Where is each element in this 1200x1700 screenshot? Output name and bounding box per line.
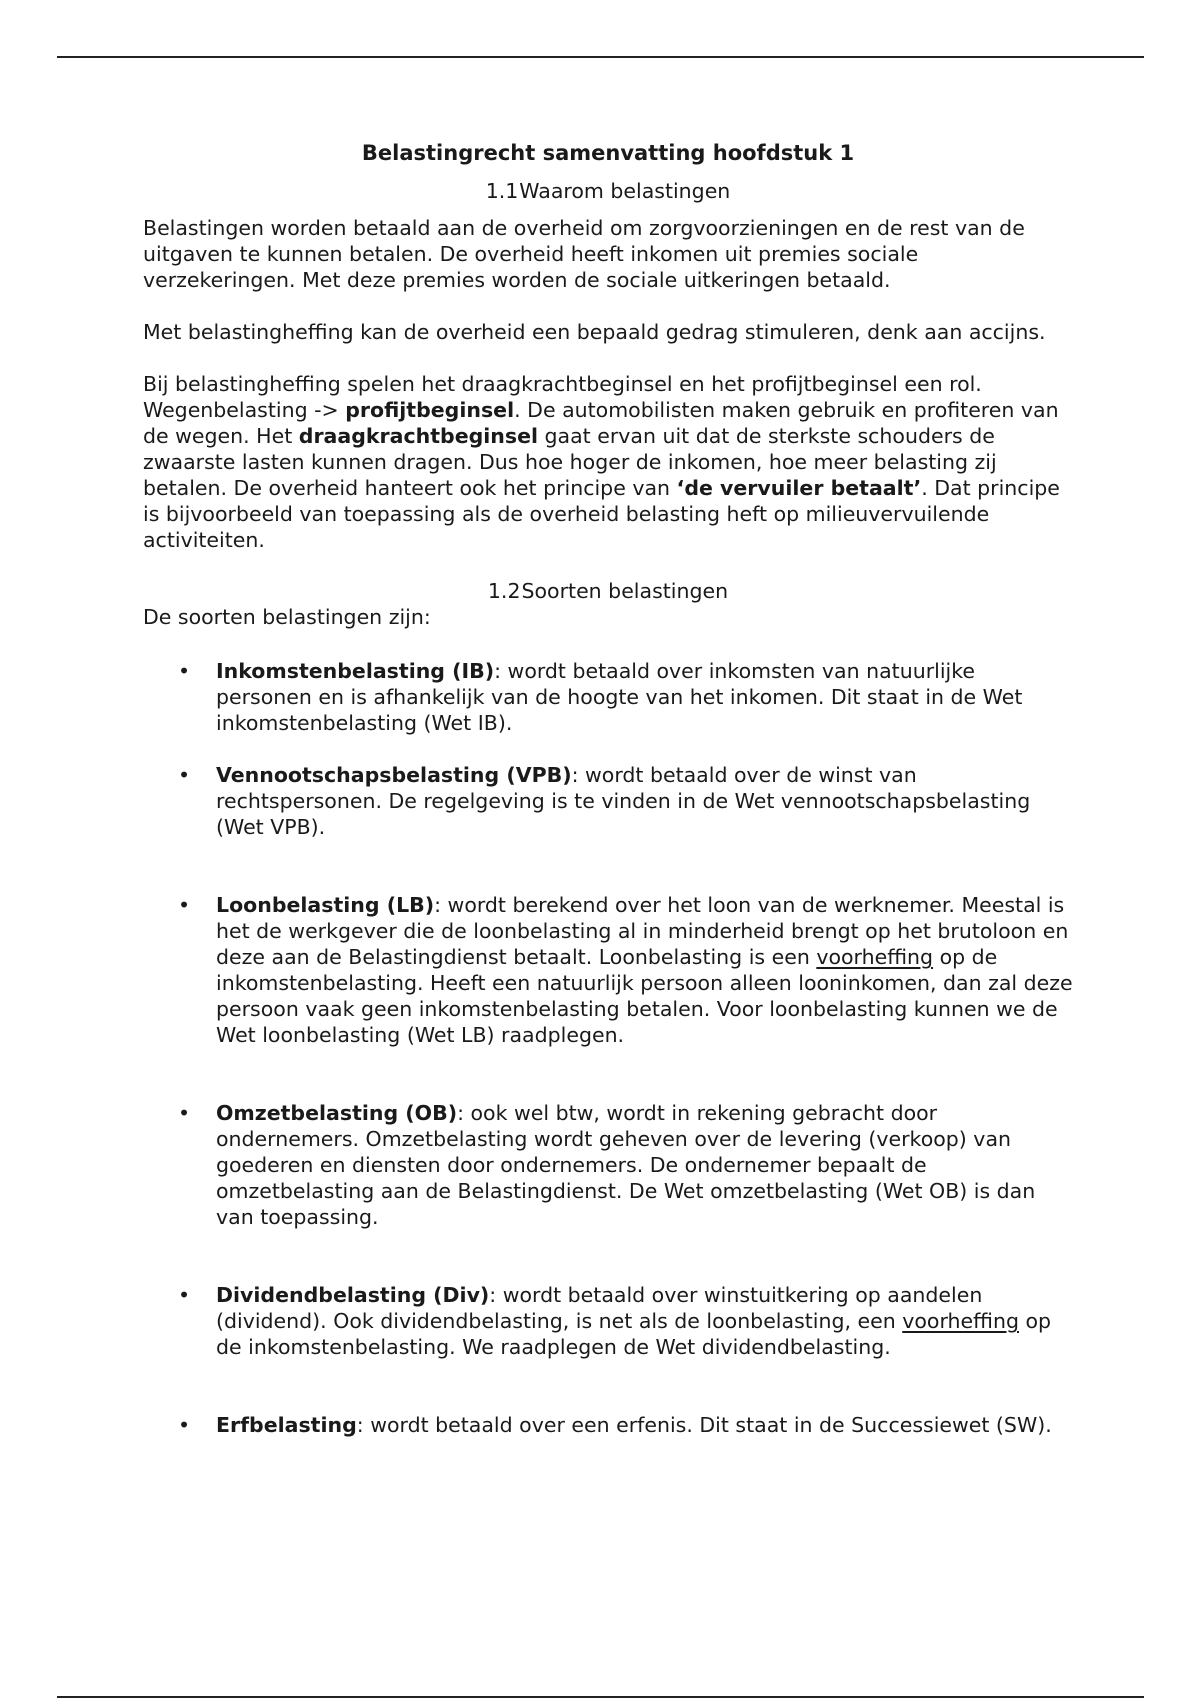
- list-item-text: : wordt betaald over inkomsten van natuurlijke personen en is afhankelijk van de hoogte van het inkomen. Dit staat in de Wet inkomstenbelasting (Wet IB).: [216, 659, 1023, 735]
- list-item-term: Dividendbelasting (Div): [216, 1283, 490, 1307]
- section-number: 1.2: [487, 579, 521, 603]
- text-run: gaat ervan uit dat de sterkste schouders de zwaarste lasten kunnen dragen. Dus hoe hoger de inkomen, hoe meer belasting zij betalen. De overheid hanteert ook het principe van: [143, 424, 997, 500]
- tax-types-list: [143, 658, 1073, 1438]
- list-item-ib: [143, 658, 1073, 736]
- list-item-text: : ook wel btw, wordt in rekening gebracht door ondernemers. Omzetbelasting wordt geheven over de levering (verkoop) van goederen en diensten door ondernemers. De ondernemer bepaalt de omzetbelasting aan de Belastingdienst. De Wet omzetbelasting (Wet OB) is dan van toepassing.: [216, 1101, 1036, 1229]
- section-heading-1-2: [143, 578, 1073, 604]
- list-item-text: op de inkomstenbelasting. Heeft een natuurlijk persoon alleen looninkomen, dan zal deze persoon vaak geen inkomstenbelasting betalen. Voor loonbelasting kunnen we de Wet loonbelasting (Wet LB) raadplegen.: [216, 945, 1073, 1047]
- list-item-text: : wordt berekend over het loon van de werknemer. Meestal is het de werkgever die de loonbelasting al in minderheid brengt op het brutoloon en deze aan de Belastingdienst betaalt. Loonbelasting is een: [216, 893, 1069, 969]
- list-item-div: [143, 1282, 1073, 1360]
- bold-term-vervuiler-betaalt: ‘de vervuiler betaalt’: [676, 476, 922, 500]
- list-item-erf: [143, 1412, 1073, 1438]
- list-item-text: op de inkomstenbelasting. We raadplegen de Wet dividendbelasting.: [216, 1309, 1052, 1359]
- list-item-term: Omzetbelasting (OB): [216, 1101, 458, 1125]
- section-number: 1.1: [485, 179, 519, 203]
- list-item-text: : wordt betaald over een erfenis. Dit staat in de Successiewet (SW).: [356, 1413, 1052, 1437]
- list-item-vpb: [143, 762, 1073, 840]
- underlined-term: voorheffing: [816, 945, 934, 969]
- list-item-term: Loonbelasting (LB): [216, 893, 435, 917]
- bold-term-draagkrachtbeginsel: draagkrachtbeginsel: [298, 424, 539, 448]
- section-heading-1-1: [143, 178, 1073, 204]
- document-title: Belastingrecht samenvatting hoofdstuk 1: [361, 141, 855, 165]
- bold-term-profijtbeginsel: profijtbeginsel: [345, 398, 515, 422]
- text-run: . De automobilisten maken gebruik en profiteren van de wegen. Het: [143, 398, 1059, 448]
- paragraph-2: Met belastingheffing kan de overheid een bepaald gedrag stimuleren, denk aan accijns.: [143, 320, 1046, 344]
- list-item-ob: [143, 1100, 1073, 1230]
- list-item-lb: [143, 892, 1073, 1048]
- list-item-term: Vennootschapsbelasting (VPB): [216, 763, 572, 787]
- text-run: . Dat principe is bijvoorbeeld van toepassing als de overheid belasting heft op milieuvervuilende activiteiten.: [143, 476, 1060, 552]
- underlined-term: voorheffing: [902, 1309, 1019, 1333]
- text-run: Bij belastingheffing spelen het draagkrachtbeginsel en het profijtbeginsel een rol. Wegenbelasting ->: [143, 372, 982, 422]
- list-intro: De soorten belastingen zijn:: [143, 605, 431, 629]
- list-item-text: : wordt betaald over de winst van rechtspersonen. De regelgeving is te vinden in de Wet vennootschapsbelasting (Wet VPB).: [216, 763, 1031, 839]
- header-rule: [57, 56, 1144, 58]
- document-page: [143, 140, 1073, 1438]
- list-item-text: : wordt betaald over winstuitkering op aandelen (dividend). Ook dividendbelasting, is net als de loonbelasting, een: [216, 1283, 983, 1333]
- section-title: Waarom belastingen: [519, 179, 731, 203]
- paragraph-1: Belastingen worden betaald aan de overheid om zorgvoorzieningen en de rest van de uitgaven te kunnen betalen. De overheid heeft inkomen uit premies sociale verzekeringen. Met deze premies worden de sociale uitkeringen betaald.: [143, 216, 1025, 292]
- list-item-term: Inkomstenbelasting (IB): [216, 659, 495, 683]
- section-title: Soorten belastingen: [521, 579, 729, 603]
- paragraph-3: [143, 371, 1073, 553]
- list-item-term: Erfbelasting: [216, 1413, 357, 1437]
- footer-rule: [57, 1696, 1144, 1698]
